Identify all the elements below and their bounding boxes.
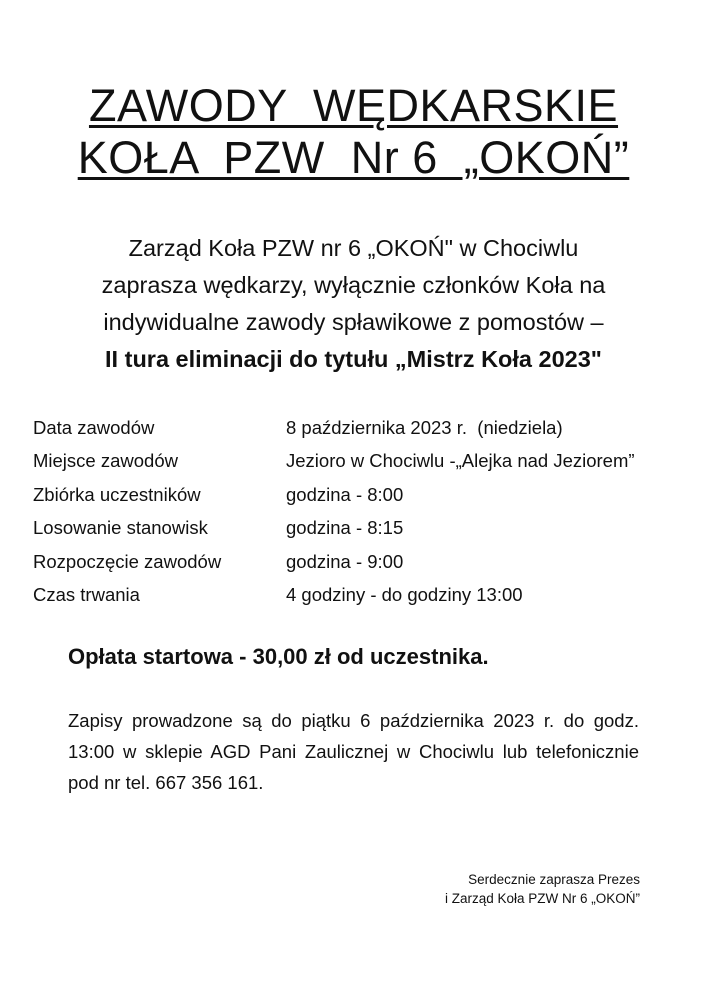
title-line-1: ZAWODY WĘDKARSKIE	[88, 80, 619, 131]
signature	[445, 870, 640, 908]
detail-value: Jezioro w Chociwlu -„Alejka nad Jeziorem”	[286, 450, 635, 472]
detail-label: Data zawodów	[33, 416, 155, 438]
detail-label: Zbiórka uczestników	[33, 483, 201, 505]
intro-line-1: Zarząd Koła PZW nr 6 „OKOŃ" w Chociwlu	[128, 235, 579, 261]
intro-line-3: indywidualne zawody spławikowe z pomostów –	[103, 309, 604, 335]
event-details-table	[33, 411, 693, 612]
detail-row-gathering	[33, 478, 693, 512]
intro-line-2: zaprasza wędkarzy, wyłącznie członków Koła na	[101, 272, 606, 298]
detail-value: 8 października 2023 r. (niedziela)	[286, 416, 563, 438]
detail-label: Miejsce zawodów	[33, 450, 178, 472]
registration-info: Zapisy prowadzone są do piątku 6 października 2023 r. do godz. 13:00 w sklepie AGD Pani Zaulicznej w Chociwlu lub telefonicznie pod nr tel. 667 356 161.	[68, 710, 639, 793]
detail-row-duration	[33, 579, 693, 613]
detail-value: godzina - 8:15	[286, 517, 404, 539]
signature-line-1: Serdecznie zaprasza Prezes	[468, 872, 640, 887]
detail-label: Losowanie stanowisk	[33, 517, 208, 539]
detail-row-location	[33, 445, 693, 479]
title-line-2: KOŁA PZW Nr 6 „OKOŃ”	[77, 132, 630, 183]
detail-row-draw	[33, 512, 693, 546]
detail-value: godzina - 8:00	[286, 483, 404, 505]
entry-fee: Opłata startowa - 30,00 zł od uczestnika.	[68, 644, 489, 669]
intro-paragraph	[0, 230, 707, 378]
signature-line-2: i Zarząd Koła PZW Nr 6 „OKOŃ”	[444, 891, 640, 906]
intro-line-4-emphasis: II tura eliminacji do tytułu „Mistrz Koła 2023"	[105, 346, 602, 372]
detail-value: godzina - 9:00	[286, 550, 404, 572]
detail-row-start	[33, 545, 693, 579]
detail-label: Rozpoczęcie zawodów	[33, 550, 222, 572]
detail-label: Czas trwania	[33, 584, 140, 606]
detail-row-date	[33, 411, 693, 445]
detail-value: 4 godziny - do godziny 13:00	[286, 584, 523, 606]
